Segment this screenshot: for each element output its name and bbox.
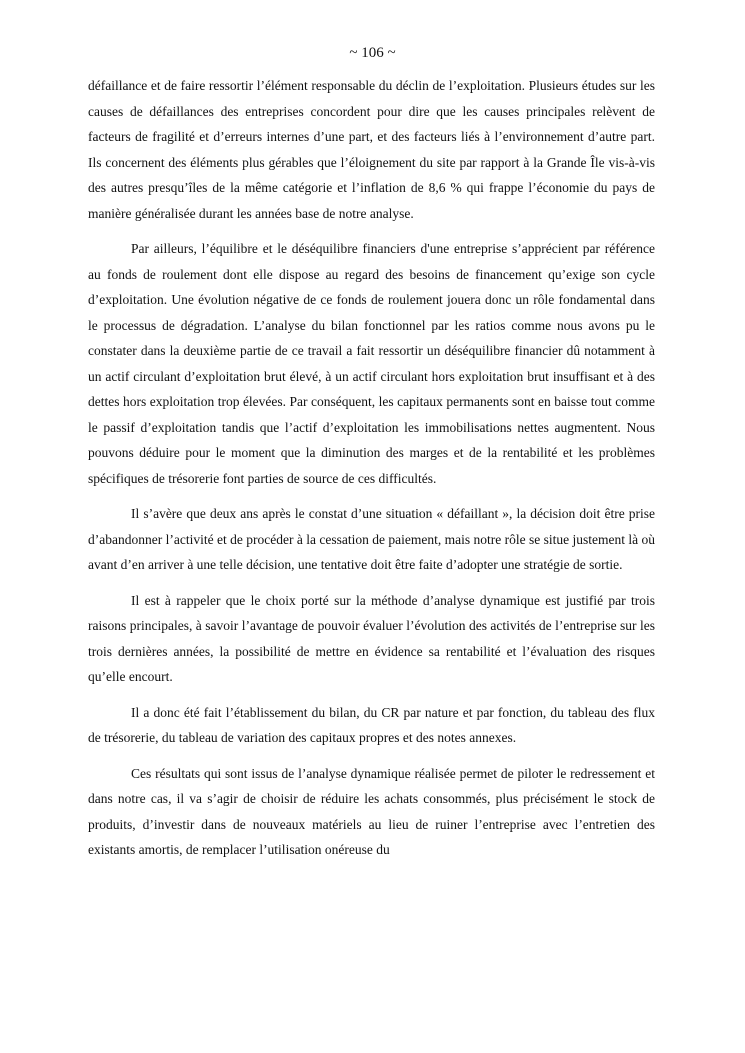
paragraph-financial-statements: Il a donc été fait l’établissement du bilan, du CR par nature et par fonction, du tableau des flux de trésorerie, du tableau de variation des capitaux propres et des notes annexes. bbox=[88, 704, 655, 745]
paragraph-dynamic-analysis-method: Il est à rappeler que le choix porté sur la méthode d’analyse dynamique est justifié par trois raisons principales, à savoir l’avantage de pouvoir évaluer l’évolution des activités de l’entreprise sur les trois dernières années, la possibilité de mettre en évidence sa rentabilité et l’évaluation des risques qu’elle encourt. bbox=[88, 592, 655, 684]
paragraph-exit-strategy: Il s’avère que deux ans après le constat d’une situation « défaillant », la décision doit être prise d’abandonner l’activité et de procéder à la cessation de paiement, mais notre rôle se situe justement là où avant d’en arriver à une telle décision, une tentative doit être faite d’adopter une stratégie de sortie. bbox=[88, 506, 655, 572]
paragraph-continuation: défaillance et de faire ressortir l’élément responsable du déclin de l’exploitation. Plusieurs études sur les causes de défaillances des entreprises concordent pour dire que les causes principales relèvent de facteurs de fragilité et d’erreurs internes d’une part, et des facteurs liés à l’environnement d’autre part. Ils concernent des éléments plus gérables que l’éloignement du site par rapport à la Grande Île vis-à-vis des autres presqu’îles de la même catégorie et l’inflation de 8,6 % qui frappe l’économie du pays de manière généralisée durant les années base de notre analyse. bbox=[88, 78, 655, 221]
paragraph-recovery-plan: Ces résultats qui sont issus de l’analyse dynamique réalisée permet de piloter le redressement et dans notre cas, il va s’agir de choisir de réduire les achats consommés, plus précisément le stock de produits, d’investir dans de nouveaux matériels au lieu de ruiner l’entreprise avec l’entretien des existants amortis, de remplacer l’utilisation onéreuse du bbox=[88, 765, 655, 857]
body-text bbox=[88, 73, 655, 873]
page-number: ~ 106 ~ bbox=[349, 45, 396, 61]
paragraph-financial-balance: Par ailleurs, l’équilibre et le déséquilibre financiers d'une entreprise s’apprécient par référence au fonds de roulement dont elle dispose au regard des besoins de financement qu’exige son cycle d’exploitation. Une évolution négative de ce fonds de roulement jouera donc un rôle fondamental dans le processus de dégradation. L’analyse du bilan fonctionnel par les ratios comme nous avons pu le constater dans la deuxième partie de ce travail a fait ressortir un déséquilibre financier dû notamment à un actif circulant d’exploitation brut élevé, à un actif circulant hors exploitation brut insuffisant et à des dettes hors exploitation trop élevées. Par conséquent, les capitaux permanents sont en baisse tout comme le passif d’exploitation tandis que l’actif d’exploitation les immobilisations nettes augmentent. Nous pouvons déduire pour le moment que la diminution des marges et de la rentabilité et les problèmes spécifiques de trésorerie font parties de source de ces difficultés. bbox=[88, 241, 655, 486]
